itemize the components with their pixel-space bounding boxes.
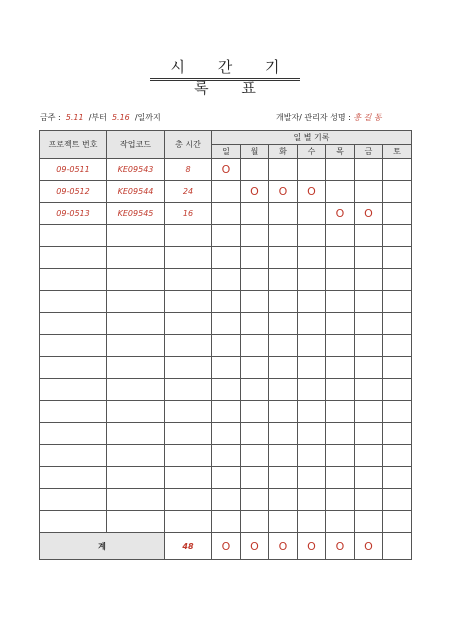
empty-cell[interactable] bbox=[383, 269, 412, 291]
empty-cell[interactable] bbox=[326, 445, 355, 467]
empty-cell[interactable] bbox=[326, 379, 355, 401]
empty-cell[interactable] bbox=[165, 247, 212, 269]
empty-cell[interactable] bbox=[165, 269, 212, 291]
empty-cell[interactable] bbox=[269, 225, 298, 247]
empty-cell[interactable] bbox=[165, 511, 212, 533]
day-mark-cell[interactable] bbox=[383, 203, 412, 225]
time-record-table bbox=[39, 130, 412, 560]
empty-cell[interactable] bbox=[241, 357, 269, 379]
empty-cell[interactable] bbox=[269, 379, 298, 401]
empty-cell[interactable] bbox=[241, 335, 269, 357]
empty-cell[interactable] bbox=[212, 225, 241, 247]
developer-name: 홍 길 동 bbox=[353, 113, 382, 122]
empty-cell[interactable] bbox=[212, 269, 241, 291]
empty-cell[interactable] bbox=[355, 269, 383, 291]
header-total-hours: 총 시간 bbox=[165, 131, 212, 159]
empty-row bbox=[40, 489, 412, 511]
empty-cell[interactable] bbox=[298, 313, 326, 335]
empty-cell[interactable] bbox=[355, 511, 383, 533]
empty-cell[interactable] bbox=[383, 401, 412, 423]
empty-cell[interactable] bbox=[212, 247, 241, 269]
hours-cell[interactable]: 16 bbox=[165, 203, 212, 225]
from-label: /부터 bbox=[88, 113, 107, 122]
header-day-wed: 수 bbox=[298, 145, 326, 159]
empty-cell[interactable] bbox=[107, 511, 165, 533]
hours-cell[interactable]: 8 bbox=[165, 159, 212, 181]
day-mark-cell[interactable] bbox=[383, 181, 412, 203]
empty-cell[interactable] bbox=[269, 467, 298, 489]
empty-cell[interactable] bbox=[40, 489, 107, 511]
empty-cell[interactable] bbox=[241, 247, 269, 269]
title-underline bbox=[150, 78, 300, 79]
day-mark-cell[interactable] bbox=[355, 181, 383, 203]
table-row bbox=[40, 203, 412, 225]
empty-cell[interactable] bbox=[40, 357, 107, 379]
project-no-cell[interactable]: 09-0513 bbox=[40, 203, 107, 225]
empty-cell[interactable] bbox=[212, 335, 241, 357]
total-day-mark: O bbox=[326, 533, 355, 560]
empty-cell[interactable] bbox=[355, 423, 383, 445]
empty-cell[interactable] bbox=[383, 335, 412, 357]
empty-cell[interactable] bbox=[269, 335, 298, 357]
empty-cell[interactable] bbox=[269, 423, 298, 445]
empty-cell[interactable] bbox=[383, 291, 412, 313]
empty-cell[interactable] bbox=[107, 423, 165, 445]
empty-cell[interactable] bbox=[383, 357, 412, 379]
day-mark-cell[interactable] bbox=[212, 181, 241, 203]
empty-cell[interactable] bbox=[165, 335, 212, 357]
day-mark-cell[interactable]: O bbox=[326, 203, 355, 225]
empty-cell[interactable] bbox=[355, 379, 383, 401]
empty-cell[interactable] bbox=[165, 225, 212, 247]
day-mark-cell[interactable] bbox=[298, 203, 326, 225]
empty-cell[interactable] bbox=[298, 445, 326, 467]
empty-row bbox=[40, 269, 412, 291]
day-mark-cell[interactable]: O bbox=[212, 159, 241, 181]
total-day-mark: O bbox=[241, 533, 269, 560]
empty-cell[interactable] bbox=[241, 269, 269, 291]
empty-cell[interactable] bbox=[326, 401, 355, 423]
empty-cell[interactable] bbox=[165, 445, 212, 467]
empty-cell[interactable] bbox=[326, 335, 355, 357]
empty-cell[interactable] bbox=[241, 379, 269, 401]
developer-info bbox=[276, 112, 382, 123]
empty-cell[interactable] bbox=[298, 291, 326, 313]
empty-cell[interactable] bbox=[383, 445, 412, 467]
empty-cell[interactable] bbox=[107, 291, 165, 313]
empty-cell[interactable] bbox=[40, 379, 107, 401]
empty-cell[interactable] bbox=[298, 401, 326, 423]
empty-row bbox=[40, 291, 412, 313]
total-day-mark bbox=[383, 533, 412, 560]
empty-cell[interactable] bbox=[165, 291, 212, 313]
empty-cell[interactable] bbox=[165, 467, 212, 489]
empty-cell[interactable] bbox=[326, 357, 355, 379]
page-title: 시 간 기 록 표 bbox=[170, 58, 294, 97]
table-row bbox=[40, 181, 412, 203]
empty-cell[interactable] bbox=[326, 269, 355, 291]
empty-row bbox=[40, 401, 412, 423]
week-period bbox=[40, 112, 161, 123]
day-mark-cell[interactable]: O bbox=[241, 181, 269, 203]
empty-cell[interactable] bbox=[355, 467, 383, 489]
empty-cell[interactable] bbox=[165, 357, 212, 379]
header-work-code: 작업코드 bbox=[107, 131, 165, 159]
empty-cell[interactable] bbox=[326, 291, 355, 313]
empty-cell[interactable] bbox=[40, 445, 107, 467]
empty-cell[interactable] bbox=[241, 291, 269, 313]
day-mark-cell[interactable]: O bbox=[269, 181, 298, 203]
empty-cell[interactable] bbox=[107, 335, 165, 357]
empty-cell[interactable] bbox=[269, 247, 298, 269]
empty-cell[interactable] bbox=[298, 467, 326, 489]
header-day-fri: 금 bbox=[355, 145, 383, 159]
empty-cell[interactable] bbox=[107, 225, 165, 247]
empty-cell[interactable] bbox=[107, 489, 165, 511]
total-day-mark: O bbox=[298, 533, 326, 560]
empty-cell[interactable] bbox=[107, 247, 165, 269]
empty-cell[interactable] bbox=[107, 401, 165, 423]
empty-cell[interactable] bbox=[298, 225, 326, 247]
day-mark-cell[interactable] bbox=[269, 203, 298, 225]
empty-cell[interactable] bbox=[383, 489, 412, 511]
empty-cell[interactable] bbox=[298, 379, 326, 401]
empty-cell[interactable] bbox=[298, 247, 326, 269]
empty-row bbox=[40, 467, 412, 489]
empty-cell[interactable] bbox=[355, 225, 383, 247]
empty-cell[interactable] bbox=[165, 489, 212, 511]
day-mark-cell[interactable] bbox=[326, 159, 355, 181]
empty-cell[interactable] bbox=[355, 291, 383, 313]
work-code-cell[interactable]: KE09544 bbox=[107, 181, 165, 203]
empty-cell[interactable] bbox=[269, 445, 298, 467]
start-date: 5.11 bbox=[65, 113, 84, 122]
work-code-cell[interactable]: KE09543 bbox=[107, 159, 165, 181]
empty-row bbox=[40, 357, 412, 379]
empty-cell[interactable] bbox=[383, 423, 412, 445]
project-no-cell[interactable]: 09-0512 bbox=[40, 181, 107, 203]
empty-cell[interactable] bbox=[165, 423, 212, 445]
header-daily-record: 일 별 기록 bbox=[212, 131, 412, 145]
day-mark-cell[interactable] bbox=[241, 159, 269, 181]
week-label: 금주 : bbox=[40, 113, 61, 122]
empty-cell[interactable] bbox=[107, 467, 165, 489]
header-day-sat: 토 bbox=[383, 145, 412, 159]
empty-cell[interactable] bbox=[40, 269, 107, 291]
empty-row bbox=[40, 247, 412, 269]
empty-cell[interactable] bbox=[212, 511, 241, 533]
total-row bbox=[40, 533, 412, 560]
empty-cell[interactable] bbox=[326, 467, 355, 489]
empty-cell[interactable] bbox=[40, 511, 107, 533]
work-code-cell[interactable]: KE09545 bbox=[107, 203, 165, 225]
empty-cell[interactable] bbox=[269, 401, 298, 423]
empty-cell[interactable] bbox=[383, 511, 412, 533]
empty-cell[interactable] bbox=[298, 511, 326, 533]
empty-cell[interactable] bbox=[241, 313, 269, 335]
title-underline-second bbox=[150, 80, 300, 81]
header-day-thu: 목 bbox=[326, 145, 355, 159]
empty-cell[interactable] bbox=[40, 423, 107, 445]
empty-cell[interactable] bbox=[383, 225, 412, 247]
empty-cell[interactable] bbox=[269, 291, 298, 313]
empty-cell[interactable] bbox=[40, 291, 107, 313]
empty-cell[interactable] bbox=[165, 379, 212, 401]
until-label: /일까지 bbox=[134, 113, 161, 122]
empty-cell[interactable] bbox=[212, 467, 241, 489]
empty-cell[interactable] bbox=[269, 357, 298, 379]
empty-cell[interactable] bbox=[355, 401, 383, 423]
day-mark-cell[interactable] bbox=[212, 203, 241, 225]
empty-cell[interactable] bbox=[40, 225, 107, 247]
empty-cell[interactable] bbox=[355, 313, 383, 335]
empty-row bbox=[40, 335, 412, 357]
empty-cell[interactable] bbox=[326, 511, 355, 533]
empty-cell[interactable] bbox=[269, 511, 298, 533]
empty-row bbox=[40, 511, 412, 533]
empty-cell[interactable] bbox=[40, 247, 107, 269]
empty-row bbox=[40, 423, 412, 445]
header-day-sun: 일 bbox=[212, 145, 241, 159]
empty-row bbox=[40, 313, 412, 335]
empty-row bbox=[40, 445, 412, 467]
total-label: 계 bbox=[40, 533, 165, 560]
day-mark-cell[interactable]: O bbox=[355, 203, 383, 225]
empty-row bbox=[40, 225, 412, 247]
empty-cell[interactable] bbox=[212, 401, 241, 423]
project-no-cell[interactable]: 09-0511 bbox=[40, 159, 107, 181]
empty-cell[interactable] bbox=[212, 423, 241, 445]
empty-cell[interactable] bbox=[383, 467, 412, 489]
empty-cell[interactable] bbox=[326, 225, 355, 247]
day-mark-cell[interactable]: O bbox=[298, 181, 326, 203]
empty-cell[interactable] bbox=[241, 467, 269, 489]
empty-cell[interactable] bbox=[355, 335, 383, 357]
empty-cell[interactable] bbox=[241, 511, 269, 533]
empty-cell[interactable] bbox=[355, 445, 383, 467]
empty-cell[interactable] bbox=[212, 489, 241, 511]
hours-cell[interactable]: 24 bbox=[165, 181, 212, 203]
empty-cell[interactable] bbox=[40, 335, 107, 357]
day-mark-cell[interactable] bbox=[241, 203, 269, 225]
header-day-mon: 월 bbox=[241, 145, 269, 159]
empty-cell[interactable] bbox=[269, 313, 298, 335]
empty-cell[interactable] bbox=[269, 269, 298, 291]
empty-cell[interactable] bbox=[212, 313, 241, 335]
table-row bbox=[40, 159, 412, 181]
empty-cell[interactable] bbox=[107, 445, 165, 467]
developer-label: 개발자/ 관리자 성명 : bbox=[276, 113, 351, 122]
empty-cell[interactable] bbox=[326, 423, 355, 445]
empty-cell[interactable] bbox=[241, 423, 269, 445]
empty-cell[interactable] bbox=[241, 401, 269, 423]
empty-cell[interactable] bbox=[298, 357, 326, 379]
empty-row bbox=[40, 379, 412, 401]
day-mark-cell[interactable] bbox=[383, 159, 412, 181]
empty-cell[interactable] bbox=[355, 247, 383, 269]
empty-cell[interactable] bbox=[355, 357, 383, 379]
empty-cell[interactable] bbox=[241, 225, 269, 247]
empty-cell[interactable] bbox=[241, 445, 269, 467]
end-date: 5.16 bbox=[111, 113, 130, 122]
empty-cell[interactable] bbox=[326, 247, 355, 269]
empty-cell[interactable] bbox=[212, 291, 241, 313]
empty-cell[interactable] bbox=[383, 313, 412, 335]
empty-cell[interactable] bbox=[326, 313, 355, 335]
empty-cell[interactable] bbox=[40, 401, 107, 423]
empty-cell[interactable] bbox=[107, 379, 165, 401]
empty-cell[interactable] bbox=[241, 489, 269, 511]
empty-cell[interactable] bbox=[326, 489, 355, 511]
empty-cell[interactable] bbox=[40, 313, 107, 335]
empty-cell[interactable] bbox=[165, 313, 212, 335]
empty-cell[interactable] bbox=[212, 357, 241, 379]
header-project-no: 프로젝트 번호 bbox=[40, 131, 107, 159]
empty-cell[interactable] bbox=[355, 489, 383, 511]
header-day-tue: 화 bbox=[269, 145, 298, 159]
total-day-mark: O bbox=[355, 533, 383, 560]
total-day-mark: O bbox=[269, 533, 298, 560]
empty-cell[interactable] bbox=[40, 467, 107, 489]
empty-cell[interactable] bbox=[298, 269, 326, 291]
empty-cell[interactable] bbox=[269, 489, 298, 511]
day-mark-cell[interactable] bbox=[355, 159, 383, 181]
day-mark-cell[interactable] bbox=[298, 159, 326, 181]
day-mark-cell[interactable] bbox=[326, 181, 355, 203]
empty-cell[interactable] bbox=[298, 489, 326, 511]
empty-cell[interactable] bbox=[107, 357, 165, 379]
empty-cell[interactable] bbox=[212, 379, 241, 401]
empty-cell[interactable] bbox=[107, 269, 165, 291]
empty-cell[interactable] bbox=[298, 335, 326, 357]
day-mark-cell[interactable] bbox=[269, 159, 298, 181]
empty-cell[interactable] bbox=[298, 423, 326, 445]
empty-cell[interactable] bbox=[383, 379, 412, 401]
total-day-mark: O bbox=[212, 533, 241, 560]
empty-cell[interactable] bbox=[383, 247, 412, 269]
empty-cell[interactable] bbox=[165, 401, 212, 423]
empty-cell[interactable] bbox=[212, 445, 241, 467]
total-hours-cell: 48 bbox=[165, 533, 212, 560]
empty-cell[interactable] bbox=[107, 313, 165, 335]
